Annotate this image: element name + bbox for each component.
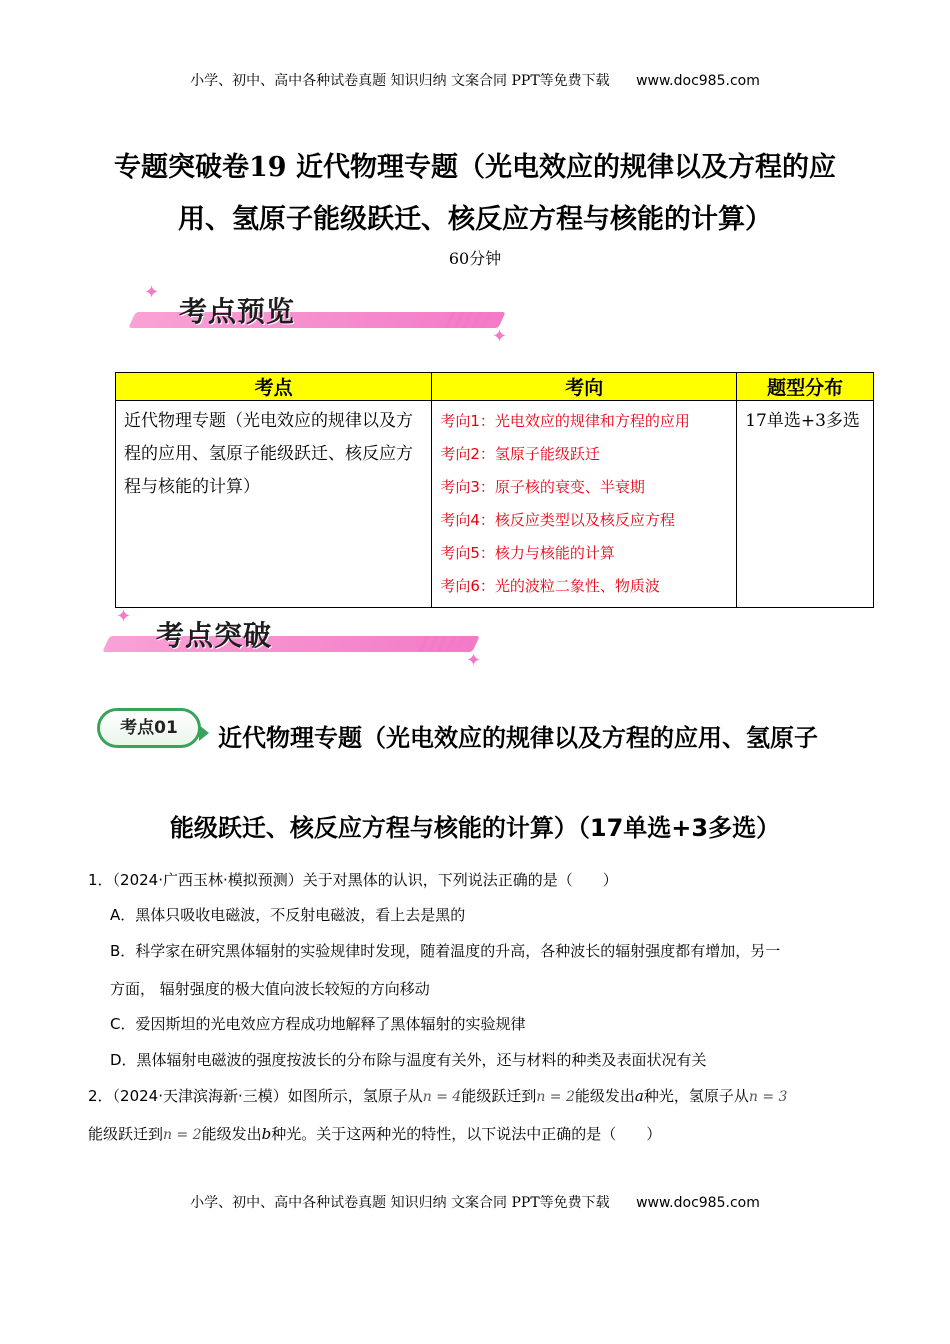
- math-n3: n = 3: [748, 1089, 788, 1105]
- table-header-direction: 考向: [432, 373, 737, 401]
- header-text: 小学、初中、高中各种试卷真题 知识归纳 文案合同 PPT等免费下载: [190, 73, 610, 89]
- page-footer: [0, 1192, 950, 1212]
- math-a: a: [634, 1087, 644, 1105]
- math-n4: n = 4: [422, 1089, 462, 1105]
- math-n2: n = 2: [163, 1127, 202, 1143]
- banner-breakthrough-text: 考点突破: [156, 619, 273, 652]
- header-site[interactable]: www.doc985.com: [636, 73, 760, 89]
- sparkle-icon: ✦: [116, 606, 132, 627]
- table-distribution-cell: 17单选+3多选: [737, 401, 874, 608]
- direction-item: 考向4：核反应类型以及核反应方程: [440, 511, 675, 529]
- table-header-distribution: 题型分布: [737, 373, 874, 401]
- question-text: 种光。关于这两种光的特性，以下说法中正确的是（ ）: [271, 1125, 662, 1143]
- doc-title-line1: 专题突破卷19 近代物理专题（光电效应的规律以及方程的应: [114, 152, 836, 183]
- question-text: （2024·天津滨海新·三模）如图所示，氢原子从: [112, 1087, 423, 1105]
- section-badge: 考点01: [97, 708, 201, 748]
- direction-item: 考向6：光的波粒二象性、物质波: [440, 577, 660, 595]
- question-1-option-a: A．黑体只吸收电磁波，不反射电磁波，看上去是黑的: [110, 906, 466, 924]
- question-2-stem-line2: [88, 1116, 868, 1153]
- sparkle-icon: ✦: [492, 326, 508, 347]
- question-text: 能级发出: [201, 1125, 262, 1143]
- question-text: 能级跃迁到: [88, 1125, 164, 1143]
- direction-item: 考向3：原子核的衰变、半衰期: [440, 478, 645, 496]
- question-1-stem: [88, 862, 868, 898]
- duration: 60分钟: [448, 249, 502, 268]
- sparkle-icon: ✦: [144, 282, 160, 303]
- question-1-option-c: C．爱因斯坦的光电效应方程成功地解释了黑体辐射的实验规律: [110, 1015, 526, 1033]
- section-title-line1: 近代物理专题（光电效应的规律以及方程的应用、氢原子: [218, 724, 818, 752]
- play-arrow-icon: [199, 725, 209, 741]
- question-1-option-b: B．科学家在研究黑体辐射的实验规律时发现，随着温度的升高，各种波长的辐射强度都有增加，另一: [110, 942, 781, 960]
- question-text: （2024·广西玉林·模拟预测）关于对黑体的认识，下列说法正确的是（ ）: [112, 871, 618, 889]
- question-1-option-b-cont: 方面， 辐射强度的极大值向波长较短的方向移动: [110, 980, 430, 998]
- table-topic-cell: 近代物理专题（光电效应的规律以及方程的应用、氢原子能级跃迁、核反应方程与核能的计算）: [116, 401, 432, 608]
- math-n2: n = 2: [536, 1089, 575, 1105]
- doc-title-line2: 用、氢原子能级跃迁、核反应方程与核能的计算）: [178, 204, 772, 235]
- question-1-option-d: D．黑体辐射电磁波的强度按波长的分布除与温度有关外，还与材料的种类及表面状况有关: [110, 1051, 707, 1069]
- question-number: 1．: [88, 871, 113, 889]
- banner-stripes: [448, 312, 488, 328]
- section-title-line2: 能级跃迁、核反应方程与核能的计算）（17单选+3多选）: [169, 814, 781, 842]
- preview-table: [115, 372, 874, 608]
- sparkle-icon: ✦: [466, 650, 482, 671]
- banner-preview: [122, 284, 542, 354]
- question-text: 种光，氢原子从: [643, 1087, 749, 1105]
- page-header: [0, 70, 950, 90]
- direction-item: 考向1：光电效应的规律和方程的应用: [440, 412, 690, 430]
- question-number: 2．: [88, 1087, 113, 1105]
- question-text: 能级跃迁到: [461, 1087, 537, 1105]
- direction-item: 考向5：核力与核能的计算: [440, 544, 615, 562]
- table-header-topic: 考点: [116, 373, 432, 401]
- math-b: b: [261, 1125, 272, 1143]
- direction-item: 考向2：氢原子能级跃迁: [440, 445, 600, 463]
- banner-breakthrough: [96, 608, 516, 678]
- footer-site[interactable]: www.doc985.com: [636, 1195, 760, 1211]
- question-2-stem-line1: [88, 1078, 868, 1115]
- table-direction-cell: [432, 401, 737, 608]
- question-text: 能级发出: [574, 1087, 635, 1105]
- banner-preview-text: 考点预览: [179, 295, 296, 328]
- footer-text: 小学、初中、高中各种试卷真题 知识归纳 文案合同 PPT等免费下载: [190, 1195, 610, 1211]
- banner-stripes: [422, 636, 462, 652]
